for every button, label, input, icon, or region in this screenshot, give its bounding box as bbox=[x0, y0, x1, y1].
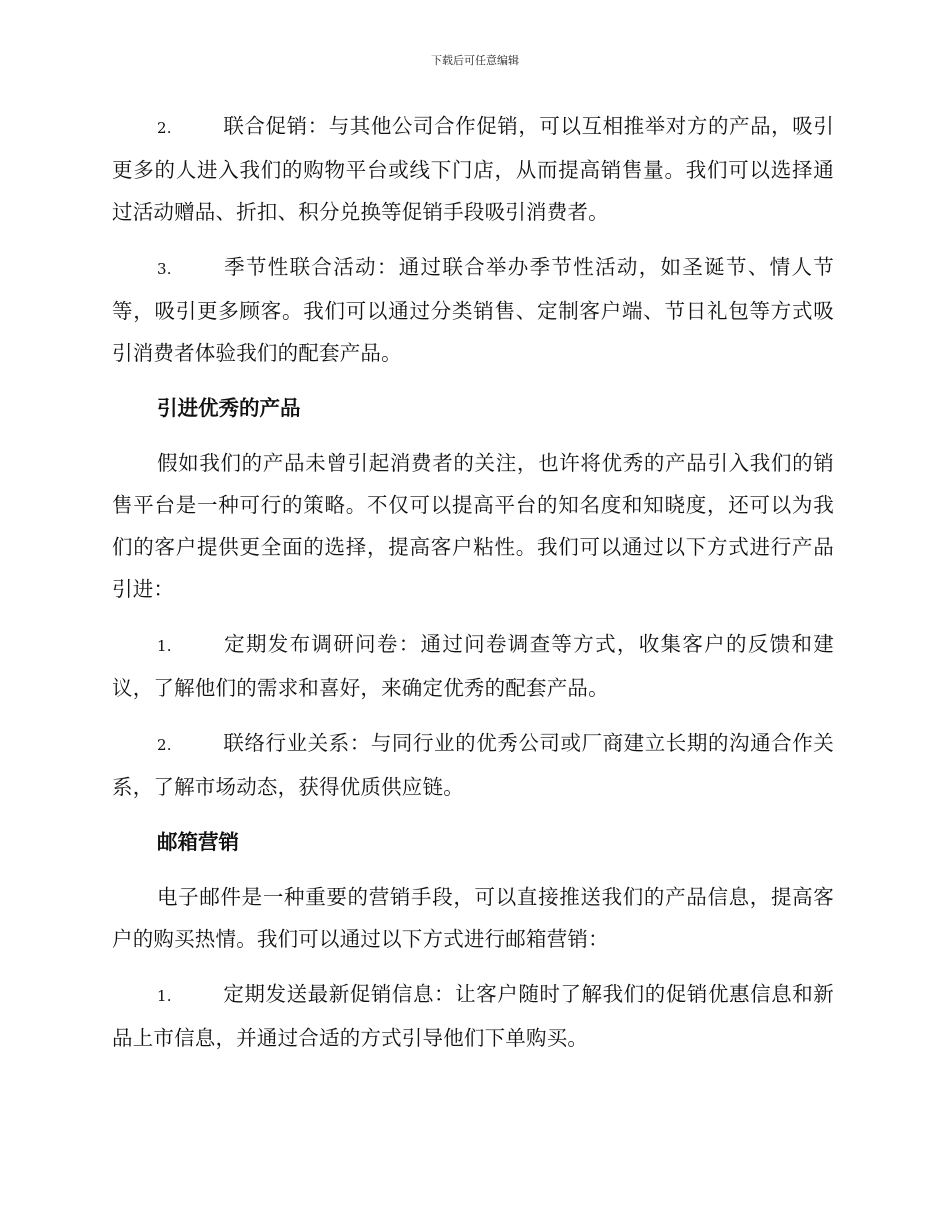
list-item-promo-info bbox=[112, 973, 834, 1059]
list-item-survey bbox=[112, 623, 834, 709]
list-number: 1. bbox=[157, 637, 172, 655]
list-text: 联络行业关系：与同行业的优秀公司或厂商建立长期的沟通合作关系，了解市场动态，获得优质供应链。 bbox=[112, 731, 834, 799]
header-note: 下载后可任意编辑 bbox=[431, 54, 519, 67]
list-item-seasonal-activity bbox=[112, 246, 834, 374]
list-number: 3. bbox=[157, 260, 172, 278]
list-number: 1. bbox=[157, 987, 172, 1005]
list-number: 2. bbox=[157, 736, 172, 754]
section-heading-introduce-products: 引进优秀的产品 bbox=[157, 396, 301, 420]
paragraph-introduce-products: 假如我们的产品未曾引起消费者的关注，也许将优秀的产品引入我们的销售平台是一种可行的策略。不仅可以提高平台的知名度和知晓度，还可以为我们的客户提供更全面的选择，提高客户粘性。我们可以通过以下方式进行产品引进： bbox=[112, 451, 834, 601]
section-heading-email-marketing: 邮箱营销 bbox=[157, 830, 239, 854]
list-item-joint-promotion bbox=[112, 105, 834, 233]
list-item-industry-relations bbox=[112, 722, 834, 808]
list-text: 联合促销：与其他公司合作促销，可以互相推举对方的产品，吸引更多的人进入我们的购物平台或线下门店，从而提高销售量。我们可以选择通过活动赠品、折扣、积分兑换等促销手段吸引消费者。 bbox=[112, 114, 834, 224]
paragraph-email-marketing: 电子邮件是一种重要的营销手段，可以直接推送我们的产品信息，提高客户的购买热情。我们可以通过以下方式进行邮箱营销： bbox=[112, 885, 834, 951]
list-number: 2. bbox=[157, 119, 172, 137]
list-text: 季节性联合活动：通过联合举办季节性活动，如圣诞节、情人节等，吸引更多顾客。我们可以通过分类销售、定制客户端、节日礼包等方式吸引消费者体验我们的配套产品。 bbox=[112, 255, 834, 365]
list-text: 定期发送最新促销信息：让客户随时了解我们的促销优惠信息和新品上市信息，并通过合适的方式引导他们下单购买。 bbox=[112, 982, 834, 1050]
list-text: 定期发布调研问卷：通过问卷调查等方式，收集客户的反馈和建议，了解他们的需求和喜好，来确定优秀的配套产品。 bbox=[112, 632, 834, 700]
document-body bbox=[112, 105, 834, 1072]
